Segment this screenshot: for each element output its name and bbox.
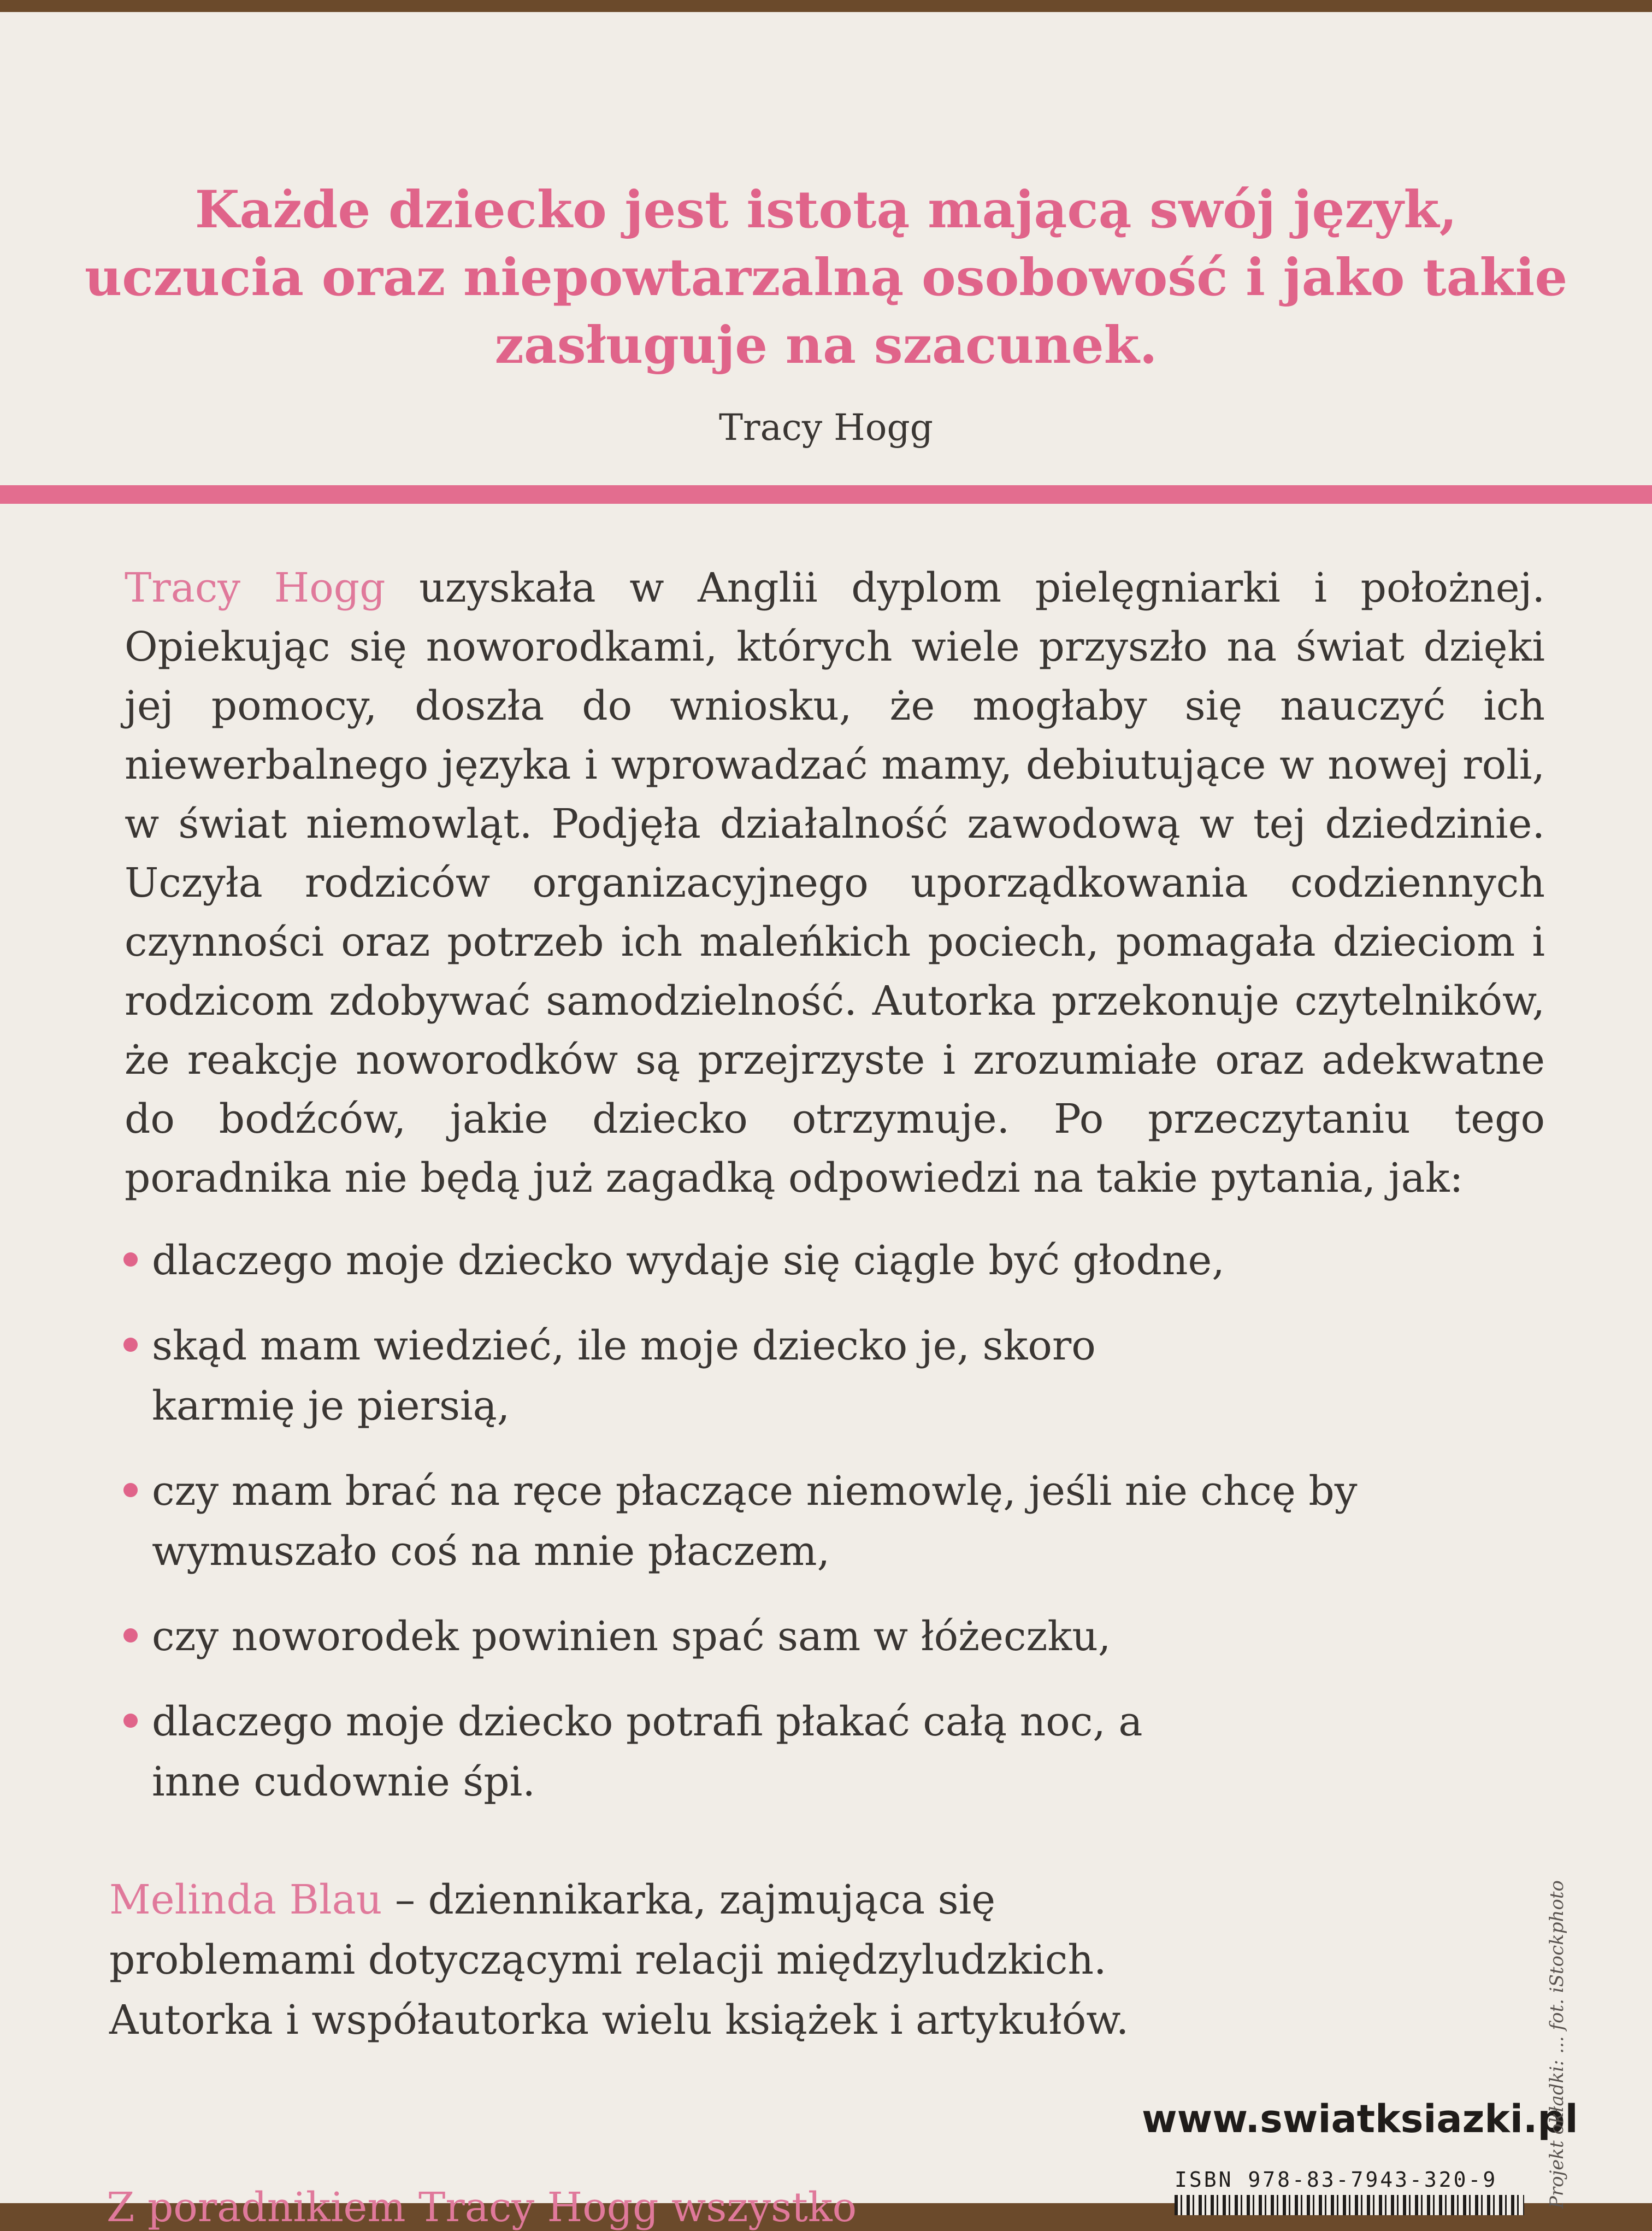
list-item: dlaczego moje dziecko potrafi płakać całą noc, a inne cudownie śpi. <box>120 1692 1190 1812</box>
bio-text-hogg: uzyskała w Anglii dyplom pielęgniarki i położnej. Opiekując się noworodkami, których wiele przyszło na świat dzięki jej pomocy, doszła do wniosku, że mogłaby się nauczyć ich niewerbalnego języka i wprowadzać mamy, debiutujące w nowej roli, w świat niemowląt. Podjęła działalność zawodową w tej dziedzinie. Uczyła rodziców organizacyjnego uporządkowania codziennych czynności oraz potrzeb ich maleńkich pociech, pomagała dzieciom i rodzicom zdobywać samodzielność. Autorka przekonuje czytelników, że reakcje noworodków są przejrzyste i zrozumiałe oraz adekwatne do bodźców, jakie dziecko otrzymuje. Po przeczytaniu tego poradnika nie będą już zagadką odpowiedzi na takie pytania, jak: <box>125 564 1545 1202</box>
quote-author: Tracy Hogg <box>719 407 933 449</box>
publisher-website: www.swiatksiazki.pl <box>1142 2097 1578 2141</box>
isbn-number: ISBN 978-83-7943-320-9 <box>1175 2168 1498 2192</box>
author-name-blau: Melinda Blau <box>109 1876 382 1923</box>
cover-credit: Projekt okładki: ... fot. iStockphoto <box>1546 1880 1568 2209</box>
pull-quote <box>0 176 1652 379</box>
list-item: dlaczego moje dziecko wydaje się ciągle być głodne, <box>120 1231 1431 1291</box>
quote-line: uczucia oraz niepowtarzalną osobowość i jako takie <box>84 248 1568 308</box>
questions-list <box>120 1231 1431 1837</box>
list-item: czy noworodek powinien spać sam w łóżeczku, <box>120 1606 1431 1667</box>
bio-text-blau: – dziennikarka, zajmująca się problemami dotyczącymi relacji międzyludzkich. Autorka i współautorka wielu książek i artykułów. <box>109 1876 1129 2044</box>
bullet-dot-icon <box>123 1628 138 1643</box>
author-name-hogg: Tracy Hogg <box>125 564 386 611</box>
author-bio-blau <box>109 1870 1202 2050</box>
quote-line: zasługuje na szacunek. <box>494 315 1158 375</box>
bullet-dot-icon <box>123 1483 138 1497</box>
teaser-text: Z poradnikiem Tracy Hogg wszystko <box>107 2184 857 2231</box>
pink-divider-stripe <box>0 485 1652 504</box>
barcode-icon <box>1175 2195 1524 2215</box>
author-bio-hogg <box>125 558 1545 1208</box>
book-back-cover <box>0 12 1652 2231</box>
quote-line: Każde dziecko jest istotą mającą swój język, <box>194 180 1458 240</box>
bullet-dot-icon <box>123 1252 138 1267</box>
list-item: czy mam brać na ręce płaczące niemowlę, jeśli nie chcę by wymuszało coś na mnie płaczem, <box>120 1461 1408 1581</box>
list-item: skąd mam wiedzieć, ile moje dziecko je, skoro karmię je piersią, <box>120 1316 1190 1436</box>
bullet-dot-icon <box>123 1714 138 1728</box>
bullet-dot-icon <box>123 1338 138 1352</box>
